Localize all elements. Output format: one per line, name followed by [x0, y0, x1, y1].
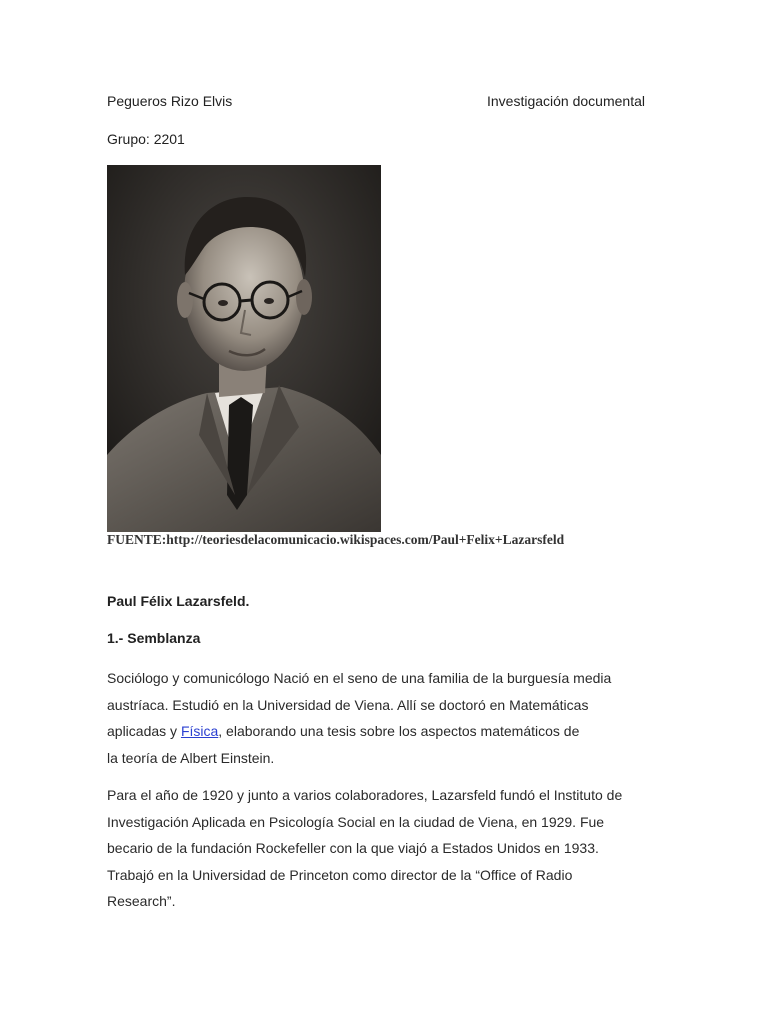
- paragraph-line: Para el año de 1920 y junto a varios colaboradores, Lazarsfeld fundó el Instituto de: [107, 787, 623, 803]
- image-source-caption: FUENTE:http://teoriesdelacomunicacio.wikispaces.com/Paul+Felix+Lazarsfeld: [107, 532, 565, 547]
- fisica-link[interactable]: Física: [180, 723, 219, 739]
- paragraph-line: [107, 718, 667, 745]
- paragraph-line: Investigación Aplicada en Psicología Social en la ciudad de Viena, en 1929. Fue: [107, 813, 605, 830]
- document-type: Investigación documental: [487, 93, 645, 109]
- paragraph-line: austríaca. Estudió en la Universidad de Viena. Allí se doctoró en Matemáticas: [107, 696, 589, 713]
- paragraph-semblanza-2: [107, 782, 667, 915]
- section-heading-semblanza: 1.- Semblanza: [107, 630, 201, 646]
- paragraph-line: la teoría de Albert Einstein.: [107, 749, 275, 766]
- paragraph-line: becario de la fundación Rockefeller con la que viajó a Estados Unidos en 1933.: [107, 840, 599, 856]
- paragraph-line: Trabajó en la Universidad de Princeton como director de la “Office of Radio: [107, 866, 573, 883]
- portrait-image: [107, 165, 381, 532]
- paragraph-line: Research”.: [107, 893, 176, 909]
- author-name: Pegueros Rizo Elvis: [107, 93, 233, 109]
- portrait-photo: [107, 165, 381, 532]
- paragraph-text: aplicadas y: [107, 723, 181, 739]
- group-label: Grupo: 2201: [107, 131, 185, 147]
- paragraph-semblanza-1: [107, 665, 667, 771]
- subject-name-heading: Paul Félix Lazarsfeld.: [107, 593, 250, 609]
- paragraph-line: Sociólogo y comunicólogo Nació en el seno de una familia de la burguesía media: [107, 670, 612, 686]
- paragraph-text: , elaborando una tesis sobre los aspectos matemáticos de: [218, 723, 580, 739]
